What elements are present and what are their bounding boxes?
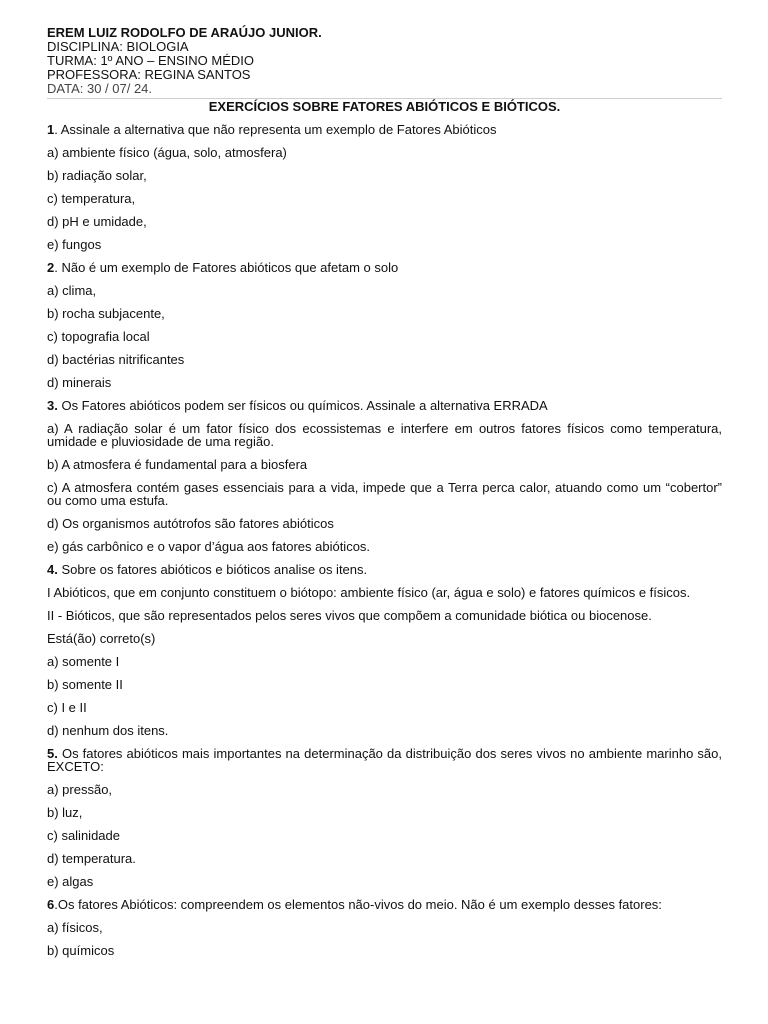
option: a) somente I: [47, 654, 120, 669]
question-number: 6: [47, 897, 55, 912]
question-6: [47, 898, 722, 911]
discipline-line: DISCIPLINA: BIOLOGIA: [47, 39, 189, 54]
item: I Abióticos, que em conjunto constituem o biótopo: ambiente físico (ar, água e solo) e fatores químicos e físicos.: [47, 585, 691, 600]
question-number: 5.: [47, 746, 58, 761]
option: b) radiação solar,: [47, 168, 147, 183]
item: II - Bióticos, que são representados pelos seres vivos que compõem a comunidade biótica ou biocenose.: [47, 608, 652, 623]
option: d) bactérias nitrificantes: [47, 352, 185, 367]
option: a) A radiação solar é um fator físico dos ecossistemas e interfere em outros fatores físicos como temperatura, umidade e pluviosidade de uma região.: [47, 421, 722, 449]
option: a) pressão,: [47, 782, 113, 797]
question-text: Os Fatores abióticos podem ser físicos ou químicos. Assinale a alternativa ERRADA: [57, 398, 548, 413]
option: e) fungos: [47, 237, 102, 252]
date-line: DATA: 30 / 07/ 24.: [47, 81, 153, 96]
questions: [47, 123, 722, 957]
option: a) físicos,: [47, 920, 103, 935]
option: d) Os organismos autótrofos são fatores abióticos: [47, 516, 334, 531]
option: b) químicos: [47, 943, 115, 958]
option: b) A atmosfera é fundamental para a biosfera: [47, 457, 308, 472]
option: b) somente II: [47, 677, 123, 692]
option: c) A atmosfera contém gases essenciais para a vida, impede que a Terra perca calor, atuando como um “cobertor” ou como uma estufa.: [47, 480, 722, 508]
question-text: .Os fatores Abióticos: compreendem os elementos não-vivos do meio. Não é um exemplo desses fatores:: [54, 897, 662, 912]
option: c) I e II: [47, 700, 87, 715]
page-title: EXERCÍCIOS SOBRE FATORES ABIÓTICOS E BIÓTICOS.: [208, 99, 561, 114]
question-text: Os fatores abióticos mais importantes na determinação da distribuição dos seres vivos no ambiente marinho são, EXCETO:: [47, 746, 722, 774]
header: [47, 26, 722, 96]
option: a) ambiente físico (água, solo, atmosfera): [47, 145, 287, 160]
teacher-line: PROFESSORA: REGINA SANTOS: [47, 67, 251, 82]
option: e) algas: [47, 874, 94, 889]
question-number: 3.: [47, 398, 58, 413]
prompt: Está(ão) correto(s): [47, 631, 156, 646]
question-text: . Assinale a alternativa que não representa um exemplo de Fatores Abióticos: [54, 122, 497, 137]
question-text: Sobre os fatores abióticos e bióticos analise os itens.: [57, 562, 368, 577]
option: c) salinidade: [47, 828, 120, 843]
option: d) pH e umidade,: [47, 214, 147, 229]
question-4: [47, 563, 722, 576]
option: d) temperatura.: [47, 851, 136, 866]
option: d) nenhum dos itens.: [47, 723, 169, 738]
question-number: 4.: [47, 562, 58, 577]
question-number: 2: [47, 260, 55, 275]
class-line: TURMA: 1º ANO – ENSINO MÉDIO: [47, 53, 255, 68]
option: c) topografia local: [47, 329, 150, 344]
question-5: [47, 747, 722, 773]
question-text: . Não é um exemplo de Fatores abióticos que afetam o solo: [54, 260, 399, 275]
question-1: [47, 123, 722, 136]
option: d) minerais: [47, 375, 112, 390]
option: c) temperatura,: [47, 191, 136, 206]
question-2: [47, 261, 722, 274]
question-number: 1: [47, 122, 55, 137]
student-name: EREM LUIZ RODOLFO DE ARAÚJO JUNIOR.: [47, 25, 322, 40]
option: a) clima,: [47, 283, 97, 298]
question-3: [47, 399, 722, 412]
option: e) gás carbônico e o vapor d’água aos fatores abióticos.: [47, 539, 371, 554]
option: b) luz,: [47, 805, 83, 820]
option: b) rocha subjacente,: [47, 306, 165, 321]
